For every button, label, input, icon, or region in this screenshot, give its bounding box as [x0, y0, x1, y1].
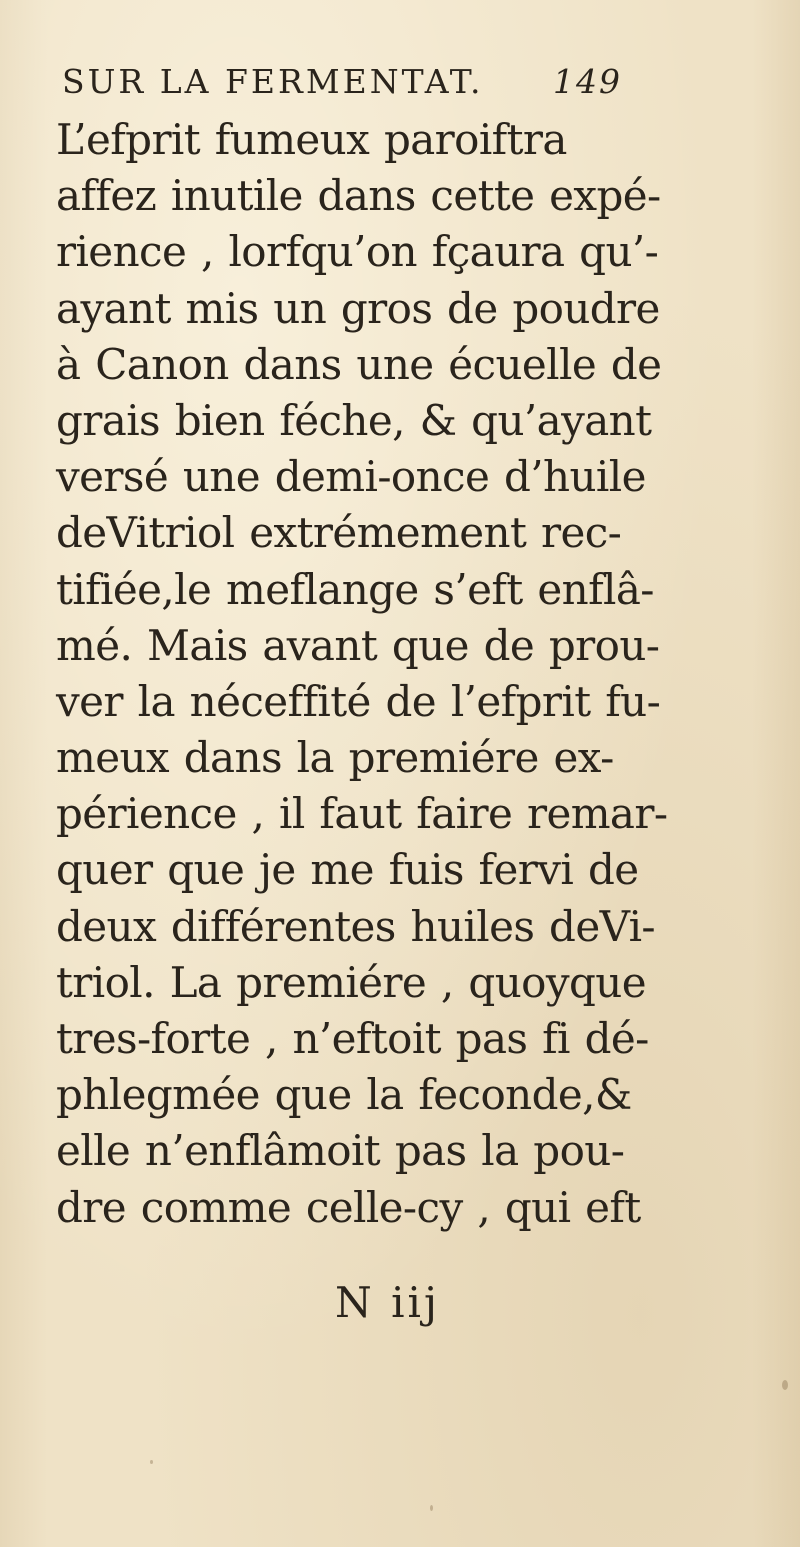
text-line: deVitriol extrémement rec- — [56, 508, 622, 558]
text-line: deux différentes huiles deVi- — [56, 901, 655, 951]
running-title: SUR LA FERMENTAT. — [62, 62, 484, 101]
text-line: quer que je me fuis fervi de — [56, 845, 639, 895]
text-line: ver la néceffité de l’efprit fu- — [56, 676, 661, 726]
text-line: dre comme celle-cy , qui eft — [56, 1182, 641, 1232]
text-line: elle n’enflâmoit pas la pou- — [56, 1126, 625, 1176]
body-text — [56, 112, 668, 1236]
text-line: tres-forte , n’eftoit pas fi dé- — [56, 1014, 649, 1063]
running-head — [62, 62, 622, 110]
paper-speck — [782, 1380, 788, 1390]
text-line: mé. Mais avant que de prou- — [56, 620, 660, 670]
text-line: meux dans la premiére ex- — [56, 733, 614, 783]
text-line: triol. La premiére , quoyque — [56, 957, 646, 1007]
text-line: L’efprit fumeux paroiftra — [56, 115, 567, 164]
text-line: ayant mis un gros de poudre — [56, 283, 660, 333]
signature-mark: N iij — [335, 1278, 440, 1327]
text-line: grais bien féche, & qu’ayant — [56, 395, 652, 445]
paper-speck — [150, 1460, 153, 1464]
text-line: phlegmée que la feconde,& — [56, 1070, 632, 1120]
text-line: rience , lorfqu’on fçaura qu’- — [56, 227, 659, 277]
text-line: tifiée,le meflange s’eft enflâ- — [56, 564, 654, 614]
text-line: affez inutile dans cette expé- — [56, 171, 661, 221]
page-number: 149 — [553, 62, 622, 101]
text-line: versé une demi-once d’huile — [56, 452, 646, 502]
text-line: à Canon dans une écuelle de — [56, 339, 662, 389]
paper-speck — [430, 1505, 433, 1511]
text-line: périence , il faut faire remar- — [56, 789, 668, 839]
